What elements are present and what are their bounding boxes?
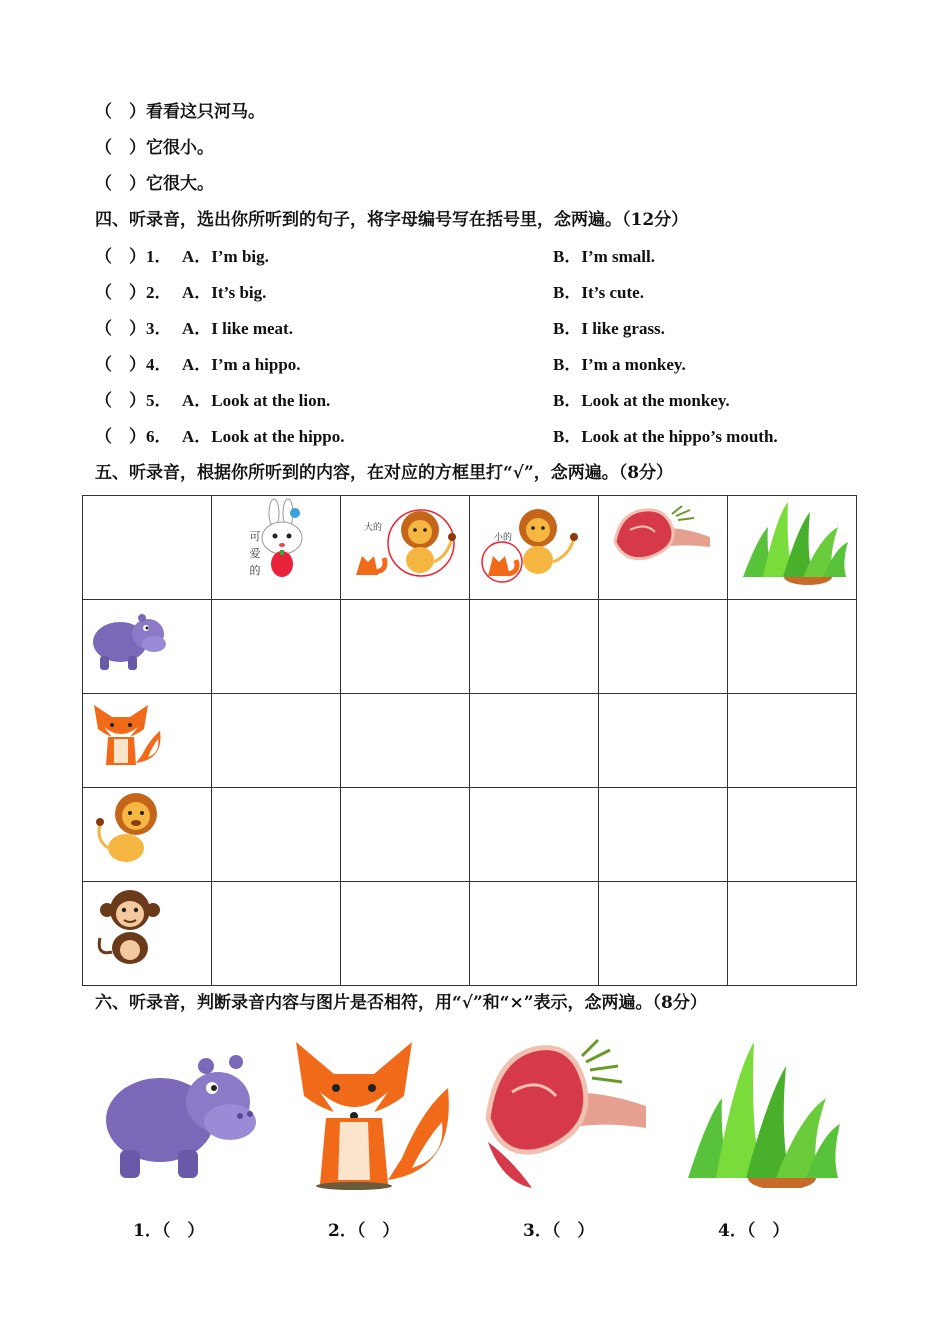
question-6: （ ）6． A．Look at the hippo. B．Look at the hippo’s mouth. (95, 427, 778, 446)
check-cell[interactable] (599, 600, 728, 694)
answer-paren[interactable]: （ ） (95, 102, 146, 122)
check-cell[interactable] (212, 882, 341, 986)
question-1: （ ）1． A．I’m big. B．I’m small. (95, 247, 655, 266)
small-label: 小的 (494, 533, 513, 543)
answer-4[interactable]: 4．（ ） (718, 1221, 790, 1241)
fox-icon (290, 1030, 458, 1192)
check-cell[interactable] (599, 882, 728, 986)
rabbit-icon (255, 498, 310, 583)
check-cell[interactable] (470, 600, 599, 694)
check-cell[interactable] (599, 694, 728, 788)
check-cell[interactable] (728, 882, 857, 986)
hippo-icon (90, 604, 168, 674)
section6-title: 六、听录音，判断录音内容与图片是否相符，用“√”和“×”表示，念两遍。（8分） (95, 993, 707, 1013)
hippo-icon (100, 1038, 260, 1183)
section5-title: 五、听录音，根据你所听到的内容，在对应的方框里打“√”，念两遍。（8分） (95, 463, 674, 483)
statement-2: （ ）它很小。 (95, 138, 214, 158)
check-cell[interactable] (470, 694, 599, 788)
statement-3: （ ）它很大。 (95, 174, 214, 194)
cute-label: 可 爱 的 (249, 530, 261, 577)
check-cell[interactable] (212, 694, 341, 788)
check-cell[interactable] (341, 694, 470, 788)
check-cell[interactable] (341, 882, 470, 986)
check-cell[interactable] (341, 788, 470, 882)
meat-icon (610, 502, 720, 577)
answer-3[interactable]: 3．（ ） (523, 1221, 595, 1241)
check-cell[interactable] (728, 694, 857, 788)
fox-icon (90, 697, 168, 769)
big-label: 大的 (364, 523, 383, 533)
answer-1[interactable]: 1．（ ） (133, 1221, 205, 1241)
check-cell[interactable] (212, 600, 341, 694)
statement-1: （ ）看看这只河马。 (95, 102, 265, 122)
answer-paren[interactable]: （ ） (95, 138, 146, 158)
check-cell[interactable] (728, 788, 857, 882)
question-3: （ ）3． A．I like meat. B．I like grass. (95, 319, 665, 338)
answer-2[interactable]: 2．（ ） (328, 1221, 400, 1241)
answer-paren[interactable]: （ ） (95, 174, 146, 194)
check-cell[interactable] (470, 788, 599, 882)
check-cell[interactable] (341, 600, 470, 694)
lion-icon (92, 790, 166, 866)
question-4: （ ）4． A．I’m a hippo. B．I’m a monkey. (95, 355, 686, 374)
grass-icon (738, 497, 850, 585)
check-cell[interactable] (728, 600, 857, 694)
meat-icon (482, 1032, 652, 1194)
grass-icon (682, 1036, 842, 1188)
section4-title: 四、听录音，选出你所听到的句子，将字母编号写在括号里，念两遍。（12分） (95, 210, 689, 230)
check-cell[interactable] (470, 882, 599, 986)
question-2: （ ）2． A．It’s big. B．It’s cute. (95, 283, 644, 302)
check-cell[interactable] (212, 788, 341, 882)
big-lion-icon (348, 500, 466, 585)
monkey-icon (92, 886, 168, 970)
question-5: （ ）5． A．Look at the lion. B．Look at the monkey. (95, 391, 730, 410)
check-cell[interactable] (599, 788, 728, 882)
